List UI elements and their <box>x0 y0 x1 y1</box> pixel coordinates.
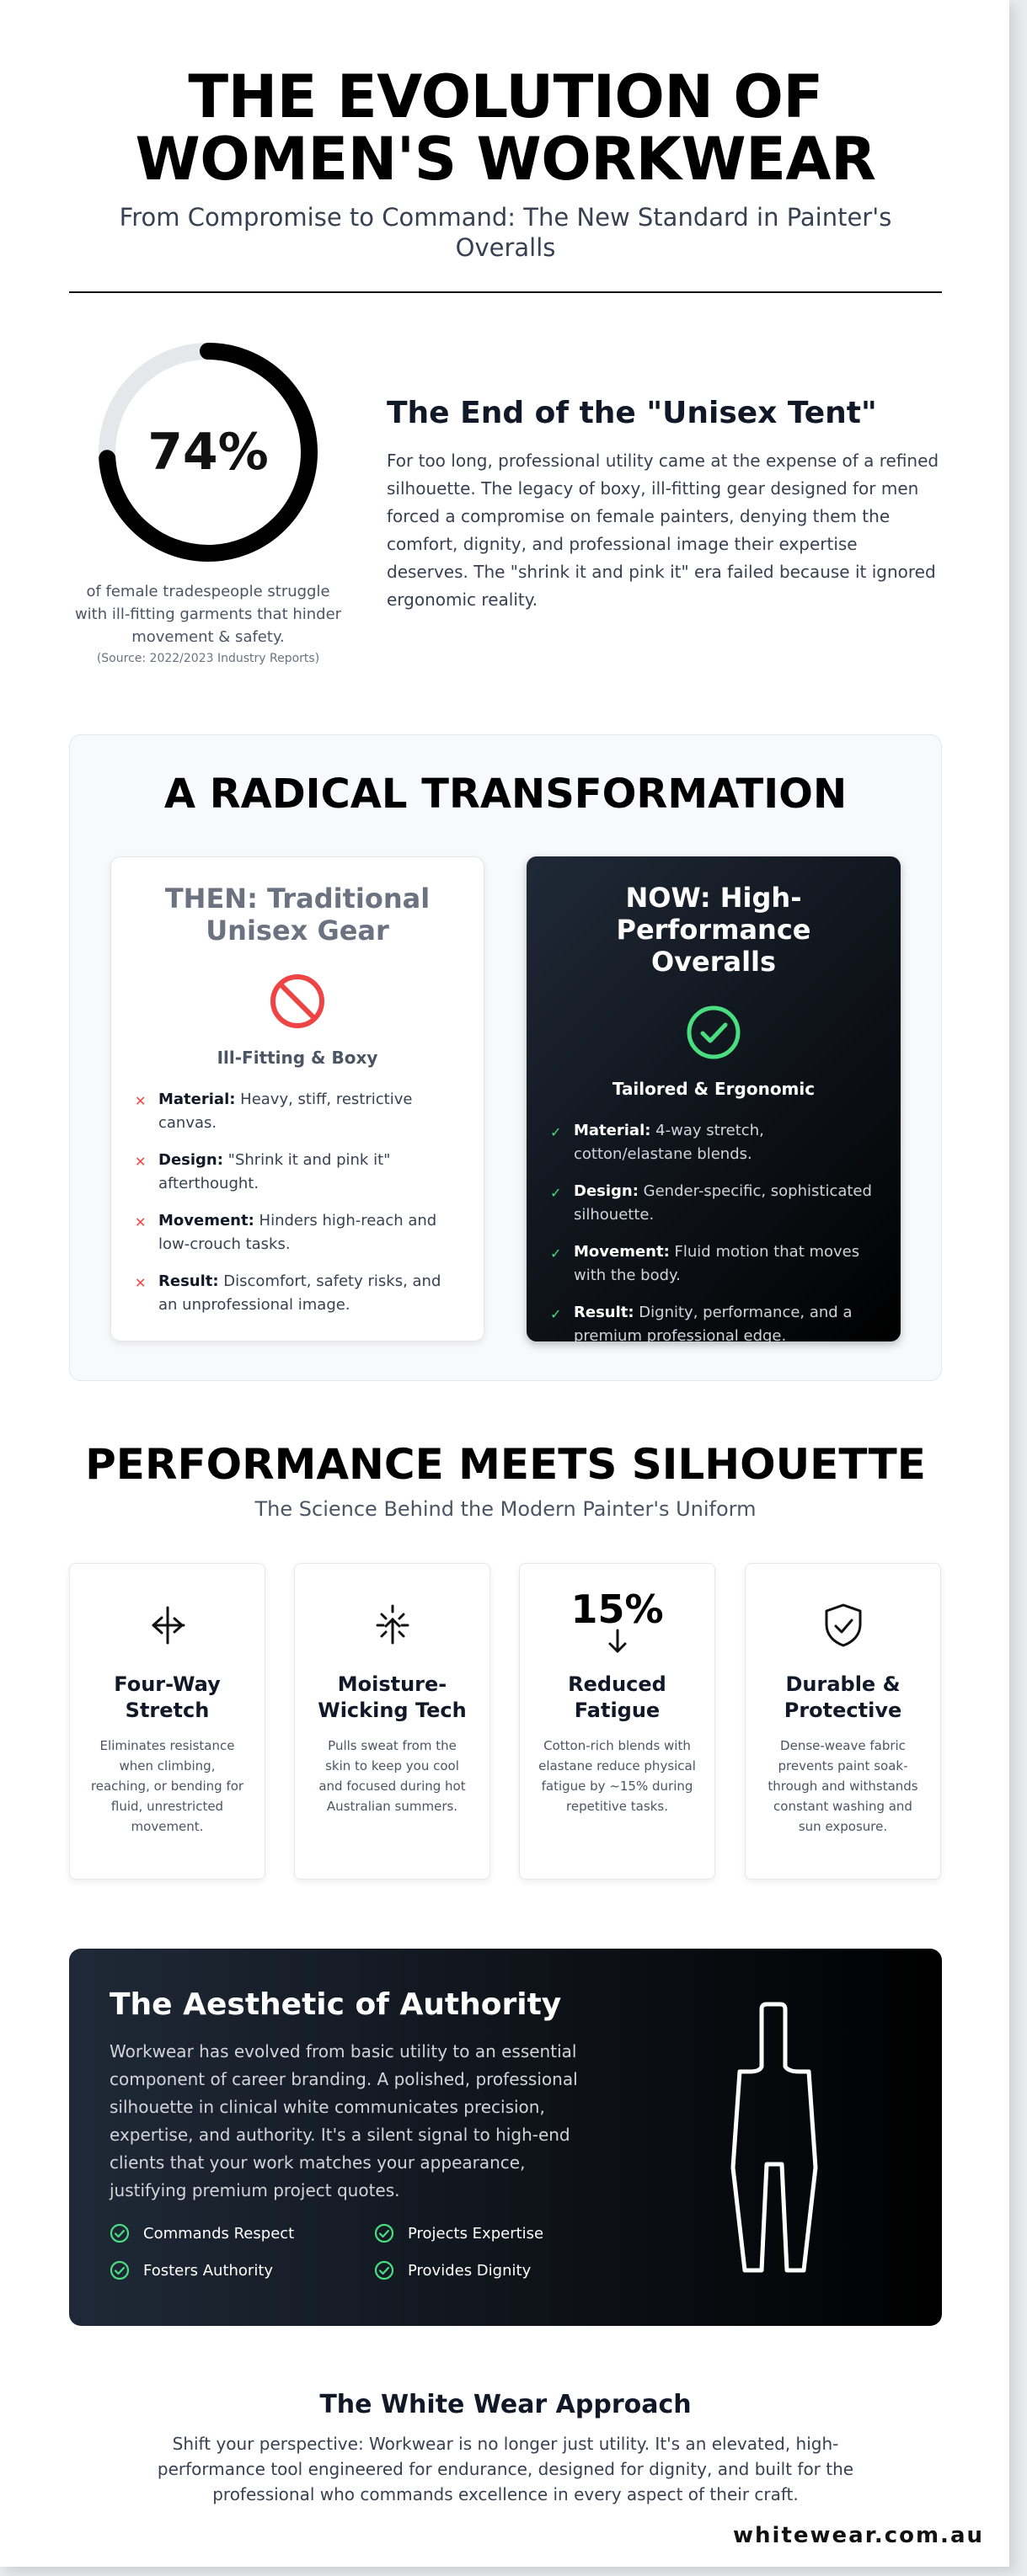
check-icon: ✓ <box>550 1124 562 1140</box>
list-item <box>550 1180 877 1227</box>
item-label: Material: <box>158 1091 236 1108</box>
tick-label: Commands Respect <box>143 2224 295 2243</box>
now-card <box>527 856 901 1345</box>
check-circle-icon <box>374 2260 408 2280</box>
shield-check-icon <box>764 1594 922 1656</box>
page-title <box>69 62 942 194</box>
check-circle-icon <box>110 2260 143 2280</box>
authority-section <box>69 1949 942 2326</box>
stat-caption: of female tradespeople struggle with ill-fitting garments that hinder movement & safety. <box>74 583 342 646</box>
title-line-2: WOMEN'S WORKWEAR <box>135 125 876 194</box>
item-text: Fluid motion that moves with the body. <box>574 1243 860 1284</box>
now-title: NOW: High-Performance Overalls <box>616 882 811 978</box>
stat-source: (Source: 2022/2023 Industry Reports) <box>96 652 320 665</box>
feature-text: Eliminates resistance when climbing, reaching, or bending for fluid, unrestricted movement. <box>90 1738 244 1834</box>
percent-value: 74% <box>147 423 269 482</box>
tick-label: Projects Expertise <box>408 2224 544 2243</box>
item-label: Design: <box>574 1182 639 1200</box>
authority-heading: The Aesthetic of Authority <box>110 1987 562 2022</box>
item-text: 4-way stretch, cotton/elastane blends. <box>574 1122 764 1163</box>
feature-text: Dense-weave fabric prevents paint soak-through and withstands constant washing and sun exposure. <box>768 1738 918 1834</box>
footer-heading: The White Wear Approach <box>319 2390 692 2419</box>
intro-body: For too long, professional utility came at the expense of a refined silhouette. The legacy of boxy, ill-fitting gear designed for men forced a compromise on female painters, denying them the comfort, dignity, and professional image their expertise deserves. The "shrink it and pink it" era failed because it ignored ergonomic reality. <box>387 451 939 610</box>
feature-card-fatigue <box>519 1563 715 1880</box>
item-text: Discomfort, safety risks, and an unprofessional image. <box>158 1272 441 1314</box>
cross-icon: ✕ <box>135 1214 147 1230</box>
item-text: "Shrink it and pink it" afterthought. <box>158 1151 391 1192</box>
feature-text: Pulls sweat from the skin to keep you cool and focused during hot Australian summers. <box>318 1738 466 1814</box>
list-item <box>550 1240 877 1288</box>
transformation-heading: A RADICAL TRANSFORMATION <box>163 771 848 818</box>
moisture-wicking-icon <box>313 1594 471 1656</box>
check-circle-icon <box>374 2223 408 2243</box>
check-circle-icon <box>110 2223 143 2243</box>
prohibited-icon <box>135 972 460 1031</box>
performance-heading: PERFORMANCE MEETS SILHOUETTE <box>85 1440 926 1489</box>
feature-card-stretch <box>69 1563 265 1880</box>
list-item <box>135 1149 460 1196</box>
then-tag: Ill-Fitting & Boxy <box>217 1048 378 1068</box>
feature-title: Moisture-Wicking Tech <box>318 1672 467 1722</box>
check-circle-icon <box>550 1003 877 1062</box>
feature-title: Four-Way Stretch <box>114 1672 221 1722</box>
feature-card-moisture <box>294 1563 490 1880</box>
tick-item <box>110 2260 273 2280</box>
then-card <box>110 856 484 1341</box>
then-list <box>135 1088 460 1317</box>
item-label: Design: <box>158 1151 223 1169</box>
fatigue-stat <box>538 1587 696 1656</box>
item-label: Material: <box>574 1122 651 1139</box>
performance-header <box>69 1440 942 1521</box>
list-item <box>135 1209 460 1256</box>
item-label: Result: <box>574 1304 634 1321</box>
tick-label: Fosters Authority <box>143 2261 274 2280</box>
performance-subtitle: The Science Behind the Modern Painter's Uniform <box>254 1497 757 1521</box>
feature-title: Durable & Protective <box>784 1672 902 1722</box>
stretch-arrows-icon <box>88 1594 246 1656</box>
transformation-section <box>69 734 942 1381</box>
item-text: Hinders high-reach and low-crouch tasks. <box>158 1212 437 1253</box>
page-subtitle: From Compromise to Command: The New Standard in Painter's Overalls <box>119 203 892 262</box>
percent-donut <box>97 341 319 563</box>
item-label: Movement: <box>574 1243 670 1261</box>
fatigue-percent: 15% <box>570 1587 664 1632</box>
tick-item <box>110 2223 294 2243</box>
title-line-1: THE EVOLUTION OF <box>188 62 823 131</box>
authority-body: Workwear has evolved from basic utility to an essential component of career branding. A polished, professional silhouette in clinical white communicates precision, expertise, and authority. It's a silent signal to high-end clients that your work matches your appearance, justifying premium project quotes. <box>110 2041 578 2200</box>
check-icon: ✓ <box>550 1185 562 1201</box>
now-list <box>550 1119 877 1348</box>
brand-url[interactable]: whitewear.com.au <box>733 2523 984 2548</box>
list-item <box>550 1301 877 1348</box>
feature-title: Reduced Fatigue <box>568 1672 666 1722</box>
footer-body: Shift your perspective: Workwear is no longer just utility. It's an elevated, high-performance tool engineered for endurance, designed for dignity, and built for the professional who commands excellence in every aspect of their craft. <box>157 2434 854 2504</box>
divider <box>69 291 942 293</box>
stat-block <box>69 341 347 665</box>
item-text: Gender-specific, sophisticated silhouette. <box>574 1182 872 1224</box>
hero <box>69 62 942 263</box>
item-label: Movement: <box>158 1212 254 1229</box>
tick-item <box>374 2223 543 2243</box>
list-item <box>550 1119 877 1166</box>
then-title: THEN: Traditional Unisex Gear <box>164 883 431 947</box>
check-icon: ✓ <box>550 1306 562 1322</box>
now-tag: Tailored & Ergonomic <box>612 1079 816 1099</box>
item-text: Dignity, performance, and a premium professional edge. <box>574 1304 853 1345</box>
list-item <box>135 1270 460 1317</box>
intro-section <box>387 396 943 614</box>
footer <box>69 2390 942 2507</box>
list-item <box>135 1088 460 1135</box>
feature-text: Cotton-rich blends with elastane reduce physical fatigue by ~15% during repetitive tasks. <box>538 1738 696 1814</box>
tick-label: Provides Dignity <box>408 2261 532 2280</box>
item-label: Result: <box>158 1272 219 1290</box>
down-arrow-icon <box>607 1629 629 1654</box>
overalls-outline-icon <box>709 1999 844 2280</box>
cross-icon: ✕ <box>135 1093 147 1109</box>
tick-item <box>374 2260 531 2280</box>
item-text: Heavy, stiff, restrictive canvas. <box>158 1091 413 1132</box>
cross-icon: ✕ <box>135 1275 147 1291</box>
cross-icon: ✕ <box>135 1154 147 1170</box>
check-icon: ✓ <box>550 1245 562 1261</box>
intro-heading: The End of the "Unisex Tent" <box>387 396 877 430</box>
feature-card-durable <box>745 1563 941 1880</box>
